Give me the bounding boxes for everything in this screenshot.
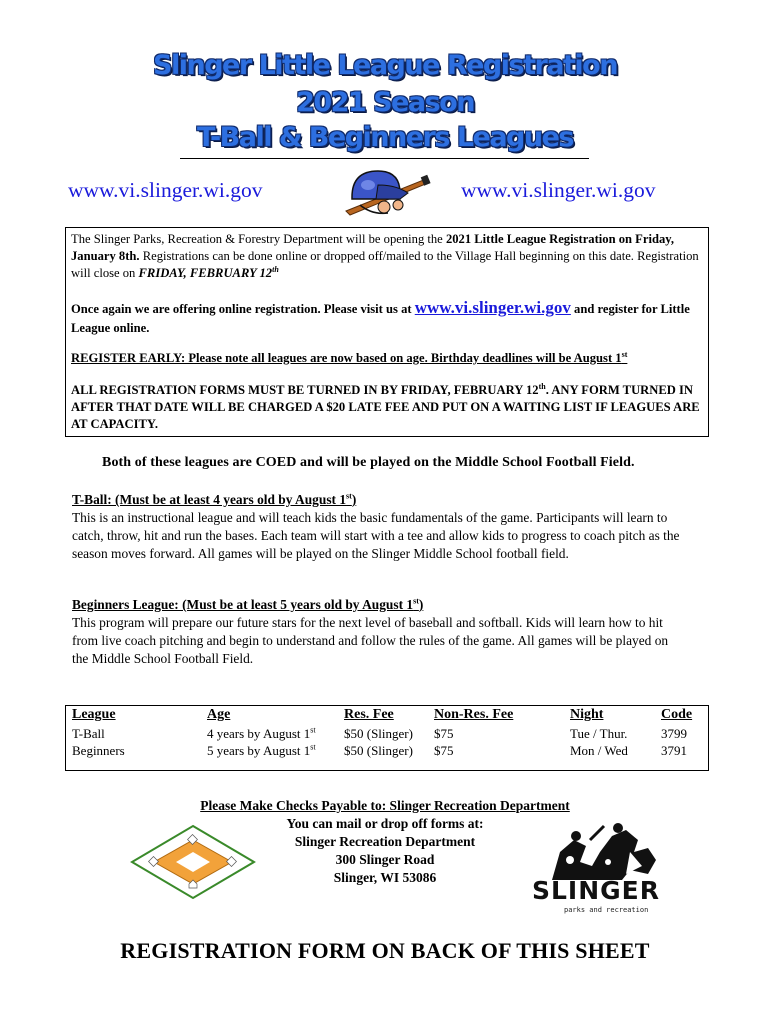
table-row-1-res-fee: $50 (Slinger) <box>344 726 413 741</box>
beginners-description: This program will prepare our future stars for the next level of baseball and softball. Kids will learn how to hit from live coach pitching and begin to understand and follow the rules of the game. All games will be played on the Middle School Football Field. <box>72 615 669 666</box>
mail-line-2: Slinger Recreation Department <box>294 834 476 849</box>
col-header-age: Age <box>207 707 231 722</box>
col-header-night: Night <box>570 707 604 722</box>
table-row-2-night: Mon / Wed <box>570 743 628 758</box>
col-header-nonres-fee: Non-Res. Fee <box>434 707 514 722</box>
baseball-player-icon <box>338 163 432 219</box>
footer-notice: REGISTRATION FORM ON BACK OF THIS SHEET <box>120 938 650 963</box>
mail-line-1: You can mail or drop off forms at: <box>286 816 484 831</box>
checks-payable-note: Please Make Checks Payable to: Slinger Recreation Department <box>200 798 570 813</box>
mail-line-3: 300 Slinger Road <box>335 852 435 867</box>
table-row-2-res-fee: $50 (Slinger) <box>344 743 413 758</box>
slinger-logo <box>530 822 670 918</box>
title-line-1: Slinger Little League Registration <box>153 50 617 81</box>
slinger-silhouettes-icon <box>530 822 670 882</box>
info-paragraph-1: The Slinger Parks, Recreation & Forestry Department will be opening the 2021 Little League Registration on Friday, January 8th. Registrations can be done online or dropped off/mailed to the Village Hall beginning on this date. Registration will close on FRIDAY, FEBRUARY 12th <box>71 232 699 280</box>
slinger-wordmark: SLINGER <box>532 876 661 905</box>
info-paragraph-4: ALL REGISTRATION FORMS MUST BE TURNED IN BY FRIDAY, FEBRUARY 12th. ANY FORM TURNED IN AFTER THAT DATE WILL BE CHARGED A $20 LATE FEE AND PUT ON A WAITING LIST IF LEAGUES ARE AT CAPACITY. <box>71 381 700 431</box>
col-header-res-fee: Res. Fee <box>344 707 394 722</box>
beginners-heading: Beginners League: (Must be at least 5 years old by August 1st) <box>72 596 424 612</box>
col-header-league: League <box>72 707 116 722</box>
table-row-1-age: 4 years by August 1st <box>207 725 316 741</box>
coed-note: Both of these leagues are COED and will be played on the Middle School Football Field. <box>102 455 635 470</box>
table-row-2-code: 3791 <box>661 743 687 758</box>
table-row-1-league: T-Ball <box>72 726 105 741</box>
website-link-left[interactable]: www.vi.slinger.wi.gov <box>68 178 263 202</box>
table-row-2-nonres-fee: $75 <box>434 743 454 758</box>
tball-description: This is an instructional league and will teach kids the basic fundamentals of the game. Participants will learn to catch, throw, hit and run the bases. Each team will start with a tee and allow kids to progress to coach pitch as the season moves forward. All games will be played on the Slinger Middle School football field. <box>72 510 680 561</box>
info-paragraph-2: Once again we are offering online registration. Please visit us at www.vi.slinger.wi.gov and register for Little League online. <box>71 298 690 335</box>
title-line-2: 2021 Season <box>296 87 474 118</box>
info-paragraph-3: REGISTER EARLY: Please note all leagues are now based on age. Birthday deadlines will be August 1st <box>71 349 628 365</box>
title-rule <box>180 158 589 159</box>
mail-line-4: Slinger, WI 53086 <box>333 870 437 885</box>
table-row-1-night: Tue / Thur. <box>570 726 628 741</box>
table-row-1-nonres-fee: $75 <box>434 726 454 741</box>
website-link-right[interactable]: www.vi.slinger.wi.gov <box>461 178 656 202</box>
table-row-2-league: Beginners <box>72 743 125 758</box>
table-row-2-age: 5 years by August 1st <box>207 742 316 758</box>
tball-heading: T-Ball: (Must be at least 4 years old by August 1st) <box>72 491 357 507</box>
col-header-code: Code <box>661 707 693 722</box>
baseball-diamond-icon <box>128 822 258 907</box>
website-link-inline[interactable]: www.vi.slinger.wi.gov <box>414 298 571 317</box>
slinger-tagline: parks and recreation <box>564 906 649 914</box>
table-row-1-code: 3799 <box>661 726 687 741</box>
title-line-3: T-Ball & Beginners Leagues <box>197 122 573 153</box>
